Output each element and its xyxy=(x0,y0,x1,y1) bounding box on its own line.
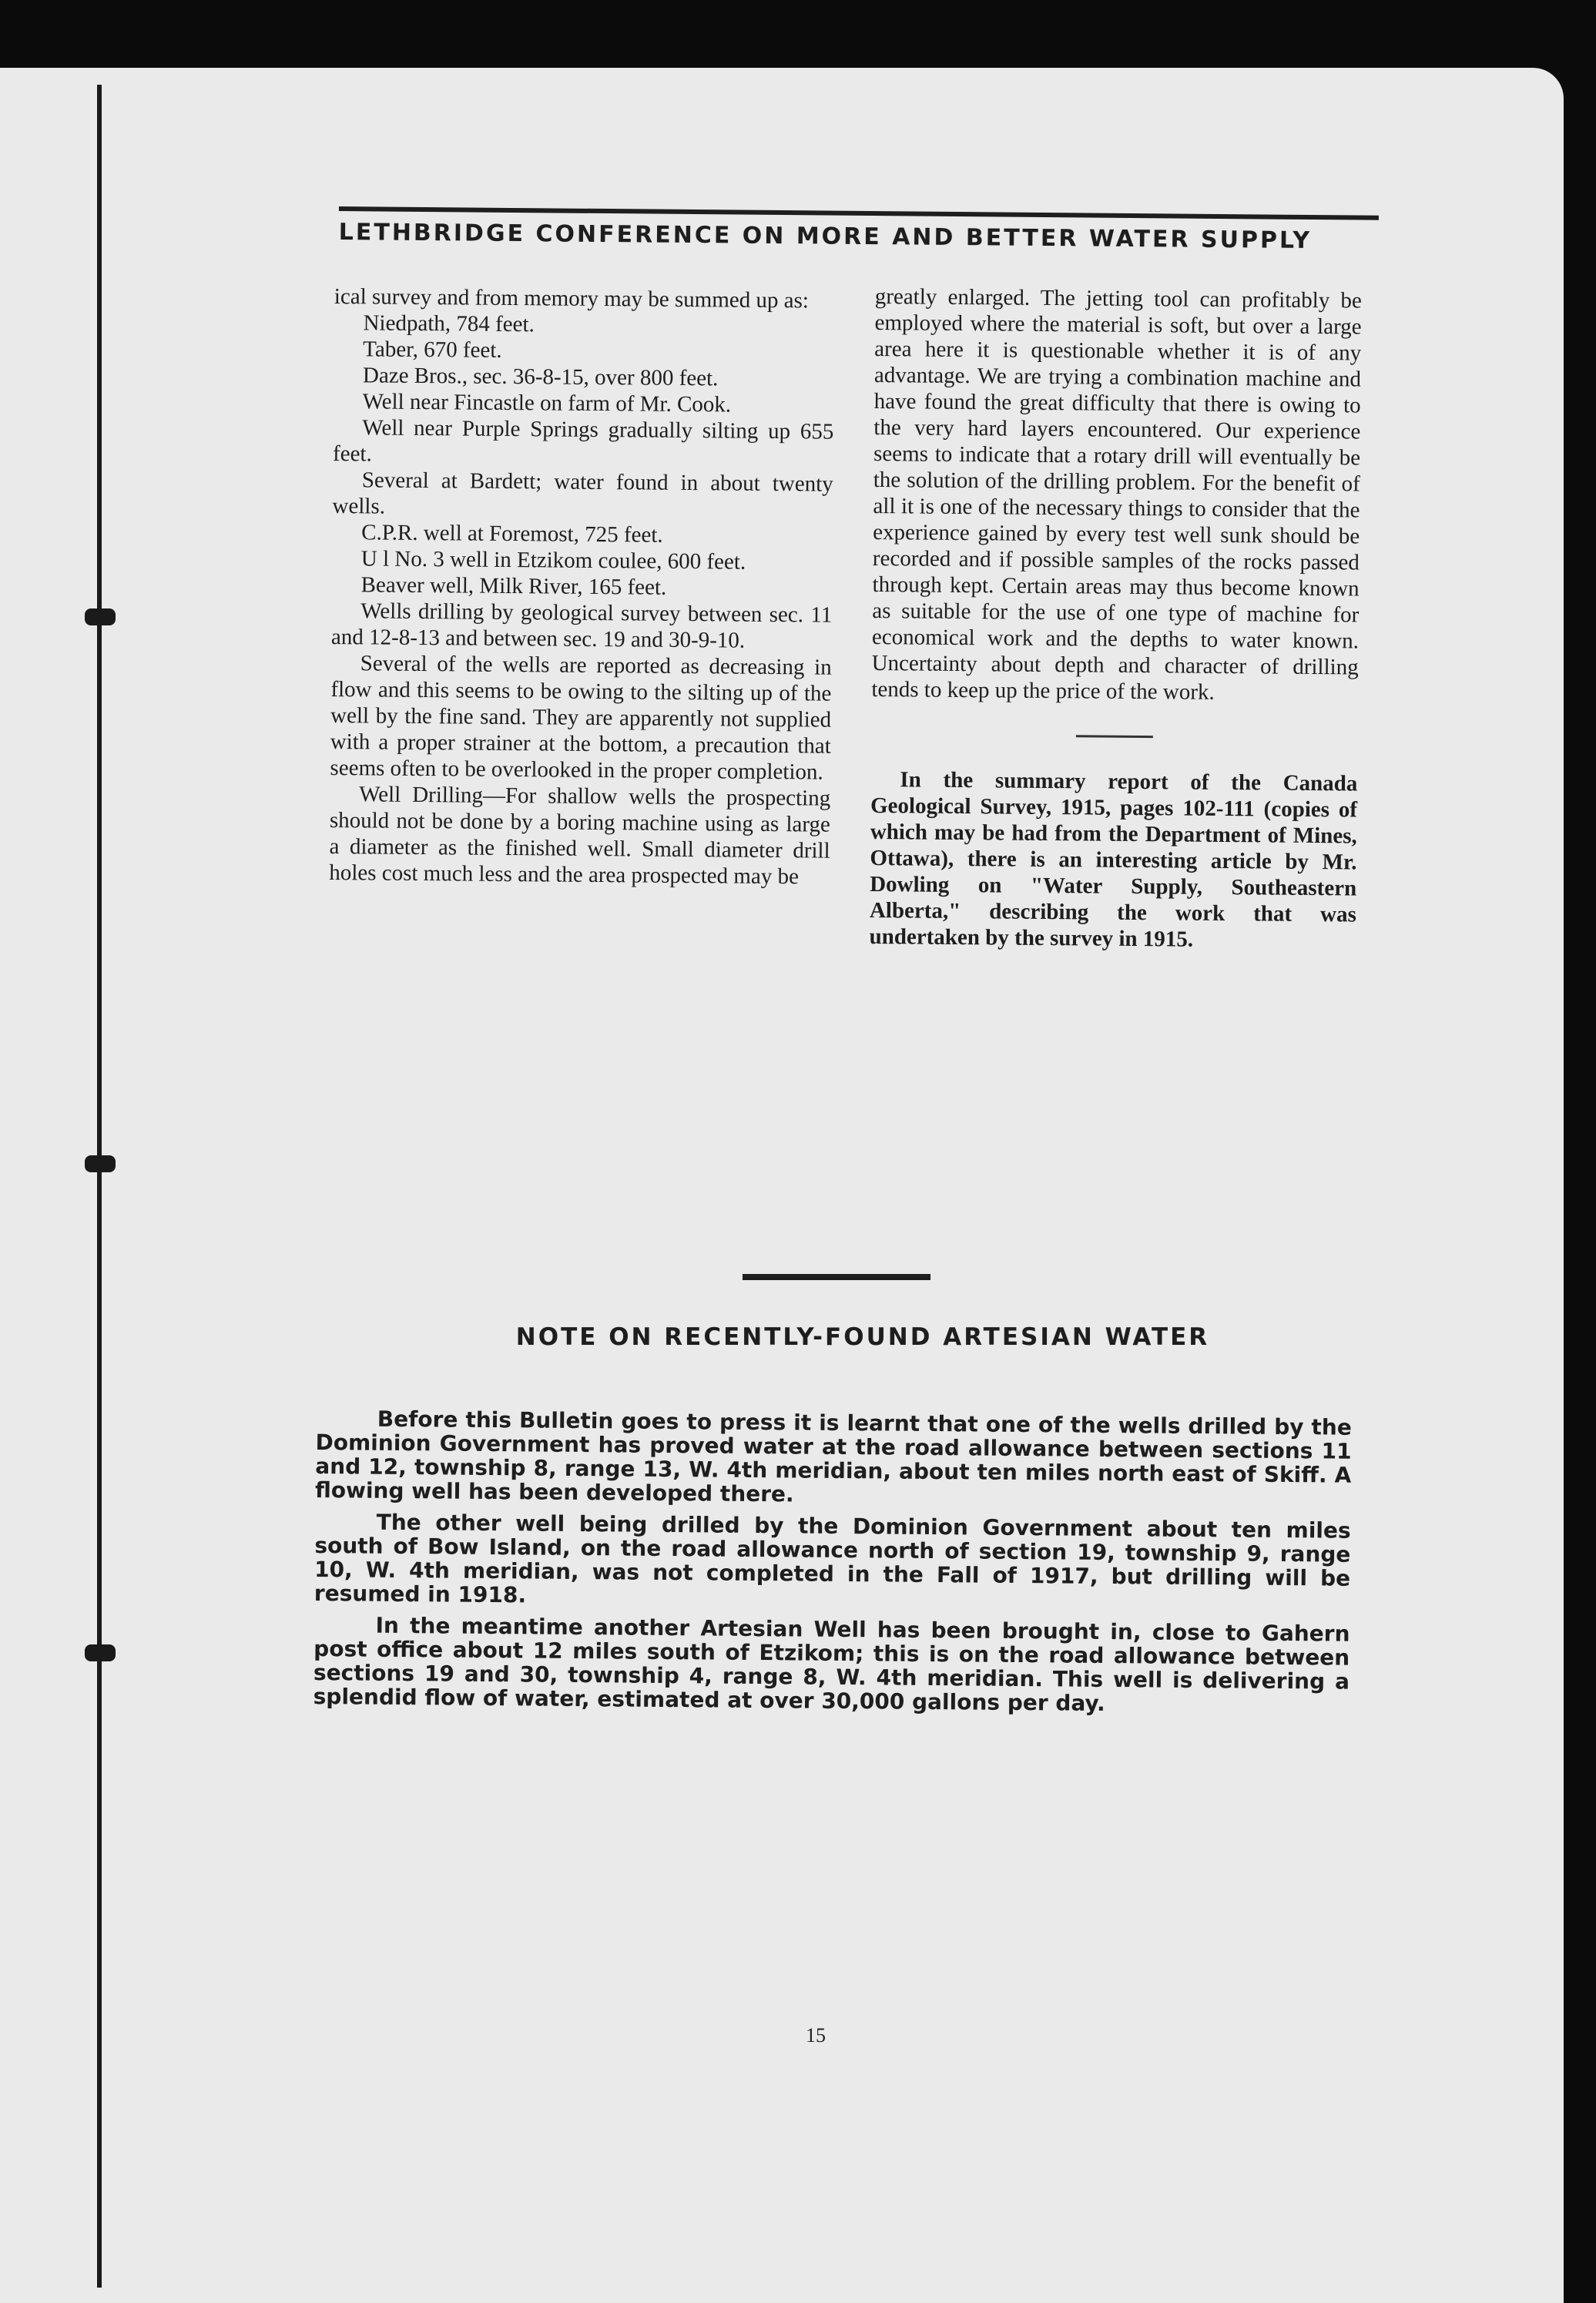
note-title: NOTE ON RECENTLY-FOUND ARTESIAN WATER xyxy=(515,1323,1210,1351)
left-column xyxy=(329,283,835,890)
note-paragraph: Before this Bulletin goes to press it is learnt that one of the wells drilled by the Dominion Government has proved water at the road allowance between sections 11 and 12, township 8, range 13, W. 4th meridian, about ten miles north east of Skiff. A flowing well has been developed there. xyxy=(314,1406,1352,1507)
right-column xyxy=(869,283,1362,954)
paragraph: Niedpath, 784 feet. xyxy=(363,310,535,337)
paragraph: Beaver well, Milk River, 165 feet. xyxy=(360,572,667,600)
paragraph: Several at Bardett; water found in about twenty wells. xyxy=(332,468,833,519)
divider xyxy=(1076,735,1153,738)
note-paragraph: The other well being drilled by the Dominion Government about ten miles south of Bow Island, on the road allowance north of section 19, township 9, range 10, W. 4th meridian, was not completed in the Fall of 1917, but drilling will be resumed in 1918. xyxy=(314,1509,1351,1608)
binding-clip xyxy=(85,1644,116,1661)
paragraph: ical survey and from memory may be summed up as: xyxy=(334,283,810,313)
paragraph: Several of the wells are reported as decreasing in flow and this seems to be owing to the silting up of the well by the fine sand. They are apparently not supplied with a proper strainer at the bottom, a precaution that seems often to be overlooked in the proper completion. xyxy=(330,651,832,785)
paragraph: Well near Fincastle on farm of Mr. Cook. xyxy=(362,389,732,417)
page-header: LETHBRIDGE CONFERENCE ON MORE AND BETTER WATER SUPPLY xyxy=(339,206,1379,255)
paragraph: Taber, 670 feet. xyxy=(363,337,502,363)
binding-clip xyxy=(85,608,116,625)
binding-clip xyxy=(85,1155,116,1172)
note-body xyxy=(313,1406,1351,1725)
paragraph: U l No. 3 well in Etzikom coulee, 600 feet. xyxy=(360,546,746,575)
paragraph: C.P.R. well at Foremost, 725 feet. xyxy=(361,520,663,548)
page-number: 15 xyxy=(806,2024,826,2047)
section-divider xyxy=(743,1274,930,1280)
paragraph: Well near Purple Springs gradually silting up 655 feet. xyxy=(332,415,834,467)
paragraph: Daze Bros., sec. 36-8-15, over 800 feet. xyxy=(362,363,719,391)
paragraph: In the summary report of the Canada Geological Survey, 1915, pages 102-111 (copies of which may be had from the Department of Mines, Ottawa), there is an interesting article by Mr. Dowling on "Water Supply, Southeastern Alberta," describing the work that was undertaken by the survey in 1915. xyxy=(869,767,1358,952)
paragraph: Well Drilling—For shallow wells the prospecting should not be done by a boring machine using as large a diameter as the finished well. Small diameter drill holes cost much less and the area prospected may be xyxy=(329,782,831,890)
paragraph: Wells drilling by geological survey between sec. 11 and 12-8-13 and between sec. 19 and 30-9-10. xyxy=(330,598,833,653)
binding-spine xyxy=(97,85,102,2288)
paragraph: greatly enlarged. The jetting tool can profitably be employed where the material is soft, but over a large area here it is questionable whether it is of any advantage. We are trying a combination machine and have found the great difficulty that there is owing to the very hard layers encountered. Our experience seems to indicate that a rotary drill will eventually be the solution of the drilling problem. For the benefit of all it is one of the necessary things to consider that the experience gained by every test well sunk should be recorded and if possible samples of the rocks passed through kept. Certain areas may thus become known as suitable for the use of one type of machine for economical work and the depths to water known. Uncertainty about depth and character of drilling tends to keep up the price of the work. xyxy=(871,283,1362,705)
note-paragraph: In the meantime another Artesian Well has been brought in, close to Gahern post office about 12 miles south of Etzikom; this is on the road allowance between sections 19 and 30, township 4, range 8, W. 4th meridian. This well is delivering a splendid flow of water, estimated at over 30,000 gallons per day. xyxy=(313,1612,1350,1716)
